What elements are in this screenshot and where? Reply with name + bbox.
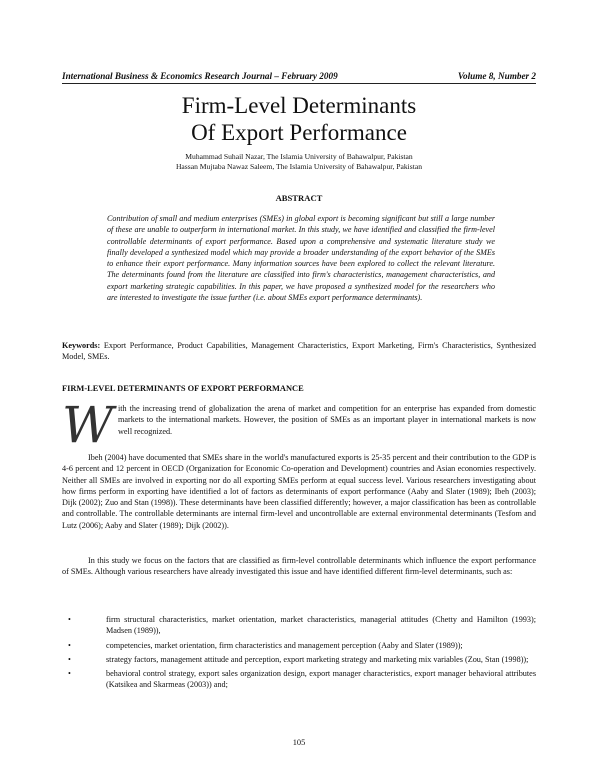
abstract-body: Contribution of small and medium enterprises (SMEs) in global export is becoming significant but still a large number of these are unable to outperform in international market. In this study, we have identified and classified the firm-level controllable determinants of export performance. Based upon a comprehensive and systematic literature study we finally developed a synthesized model which may provide a broader understanding of the export behavior of the SMEs to enhance their export performance. Many information sources have been explored to collect the relevant literature. The determinants found from the literature are classified into firm's characteristics, management characteristics, and export marketing strategic capabilities. In this paper, we have proposed a synthesized model for the researchers who are interested to investigate the issue further (i.e. about SMEs export performance determinants). — [107, 214, 495, 303]
bullet-icon: • — [68, 615, 71, 624]
keywords-label: Keywords: — [62, 341, 101, 350]
section-heading: FIRM-LEVEL DETERMINANTS OF EXPORT PERFORMANCE — [62, 384, 304, 393]
drop-cap: W — [62, 396, 114, 454]
abstract-heading: ABSTRACT — [275, 193, 323, 203]
list-item-text: competencies, market orientation, firm characteristics and management perception (Aaby and Slater (1989)); — [106, 640, 463, 650]
author-list — [62, 152, 536, 171]
running-header — [62, 71, 536, 84]
list-item — [62, 640, 536, 651]
body-paragraph-3: In this study we focus on the factors that are classified as firm-level controllable determinants which influence the export performance of SMEs. Although various researchers have already investigated this issue and have identified different firm-level determinants, such as: — [62, 556, 536, 577]
list-item — [62, 614, 536, 637]
author-1: Muhammad Suhail Nazar, The Islamia University of Bahawalpur, Pakistan — [185, 152, 413, 161]
paper-title — [62, 92, 536, 146]
title-line-2: Of Export Performance — [191, 120, 407, 145]
page-number: 105 — [292, 738, 306, 747]
bullet-icon: • — [68, 654, 71, 664]
list-item — [62, 654, 536, 665]
volume-number: Volume 8, Number 2 — [457, 71, 536, 81]
body-paragraph-2: Ibeh (2004) have documented that SMEs share in the world's manufactured exports is 25-35 percent and their contribution to the GDP is 4-6 percent and 12 percent in OECD (Organization for Economic Co-operation and Development) countries and Asian economies respectively. Neither all SMEs are involved in exporting nor do all exporting SMEs perform at equal success level. Various researchers investigating about how firms perform in exporting have identified a lot of factors as determinants of export performance (Aaby and Slater (1989); Ibeh (2003); Dijk (2002); Zuo and Stan (1998)). These determinants have been classified differently; however, a major classification has been as controllable and controllable. The controllable determinants are internal firm-level and uncontrollable are external environmental determinants (Tesfom and Lutz (2006); Aaby and Slater (1989); Dijk (2002)). — [62, 453, 536, 530]
list-item-text: firm structural characteristics, market orientation, market characteristics, managerial attitudes (Chetty and Hamilton (1993); Madsen (1989)), — [106, 615, 536, 636]
intro-paragraph — [62, 396, 536, 454]
keywords — [62, 340, 536, 362]
list-item — [62, 668, 536, 691]
intro-text: ith the increasing trend of globalization the arena of market and competition for an enterprise has expanded from domestic markets to the international markets. However, the position of SMEs as an important player in international markets is now well recognized. — [118, 404, 536, 436]
bullet-icon: • — [68, 640, 71, 650]
title-line-1: Firm-Level Determinants — [181, 93, 417, 118]
author-2: Hassan Mujtaba Nawaz Saleem, The Islamia University of Bahawalpur, Pakistan — [175, 161, 423, 171]
list-item-text: strategy factors, management attitude and perception, export marketing strategy and marketing mix variables (Zou, Stan (1998)); — [106, 654, 529, 664]
list-item-text: behavioral control strategy, export sales organization design, export manager characteristics, export manager behavioral attributes (Katsikea and Skarmeas (2003)) and; — [106, 669, 536, 690]
bullet-icon: • — [68, 669, 71, 679]
bullet-list — [62, 614, 536, 694]
keywords-text: Export Performance, Product Capabilities, Management Characteristics, Export Marketing, Firm's Characteristics, Synthesized Model, SMEs. — [62, 341, 536, 361]
journal-name: International Business & Economics Research Journal – February 2009 — [62, 71, 338, 81]
